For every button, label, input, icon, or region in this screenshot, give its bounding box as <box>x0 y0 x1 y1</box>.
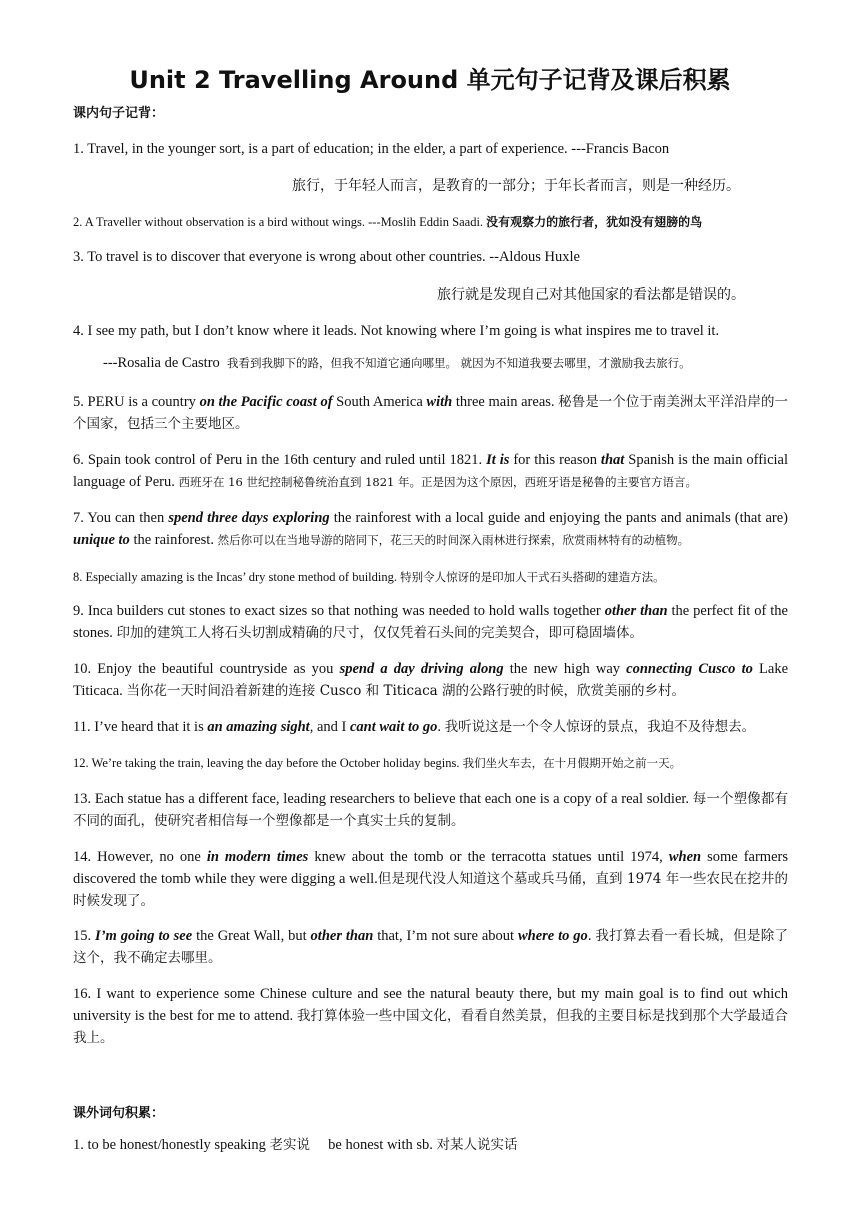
sentence-12: 12. We’re taking the train, leaving the day before the October holiday begins. 我们坐火车去，在十月假期开始之前一天。 <box>73 756 682 770</box>
sentence-8: 8. Especially amazing is the Incas’ dry stone method of building. 特别令人惊讶的是印加人干式石头搭砌的建造方法。 <box>73 570 665 584</box>
sentence-3-translation: 旅行就是发现自己对其他国家的看法都是错误的。 <box>437 287 745 303</box>
sentence-5: 5. PERU is a country on the Pacific coast of South America with three main areas. 秘鲁是一个位于南美洲太平洋沿岸的一个国家，包括三个主要地区。 <box>73 394 788 432</box>
sentence-11: 11. I’ve heard that it is an amazing sight, and I cant wait to go. 我听说这是一个令人惊讶的景点，我迫不及待想去。 <box>73 719 756 735</box>
sentence-4-author: ---Rosalia de Castro 我看到我脚下的路，但我不知道它通向哪里。 就因为不知道我要去哪里，才激励我去旅行。 <box>103 355 691 371</box>
section-heading-extra: 课外词句积累： <box>73 1106 165 1121</box>
sentence-1-translation: 旅行，于年轻人而言，是教育的一部分；于年长者而言，则是一种经历。 <box>292 178 740 194</box>
extra-item-1: 1. to be honest/honestly speaking 老实说 be honest with sb. 对某人说实话 <box>73 1137 518 1153</box>
sentence-16: 16. I want to experience some Chinese culture and see the natural beauty there, but my main goal is to find out which university is the best for me to attend. 我打算体验一些中国文化，看看自然美景，但我的主要目标是找到那个大学最适合我上。 <box>73 986 788 1046</box>
sentence-4: 4. I see my path, but I don’t know where it leads. Not knowing where I’m going is what inspires me to travel it. <box>73 323 720 339</box>
sentence-2: 2. A Traveller without observation is a bird without wings. ---Moslih Eddin Saadi. 没有观察力的旅行者，犹如没有翅膀的鸟 <box>73 215 703 229</box>
sentence-6: 6. Spain took control of Peru in the 16th century and ruled until 1821. It is for this reason that Spanish is the main official language of Peru. 西班牙在 16 世纪控制秘鲁统治直到 1821 年。正是因为这个原因，西班牙语是秘鲁的主要官方语言。 <box>73 452 789 490</box>
sentence-14: 14. However, no one in modern times knew about the tomb or the terracotta statues until 1974, when some farmers discovered the tomb while they were digging a well.但是现代没人知道这个墓或兵马俑，直到 1974 年一些农民在挖井的时候发现了。 <box>73 849 788 909</box>
sentence-7: 7. You can then spend three days exploring the rainforest with a local guide and enjoying the pants and animals (that are) unique to the rainforest. 然后你可以在当地导游的陪同下，花三天的时间深入雨林进行探索，欣赏雨林特有的动植物。 <box>73 510 789 548</box>
sentence-3: 3. To travel is to discover that everyone is wrong about other countries. --Aldous Huxle <box>73 249 580 265</box>
sentence-9: 9. Inca builders cut stones to exact sizes so that nothing was needed to hold walls together other than the perfect fit of the stones. 印加的建筑工人将石头切割成精确的尺寸，仅仅凭着石头间的完美契合，即可稳固墙体。 <box>73 603 788 641</box>
sentence-15: 15. I’m going to see the Great Wall, but other than that, I’m not sure about where to go. 我打算去看一看长城，但是除了这个，我不确定去哪里。 <box>73 928 789 966</box>
section-heading-in-class: 课内句子记背： <box>73 106 165 121</box>
page-title: Unit 2 Travelling Around 单元句子记背及课后积累 <box>129 66 731 94</box>
sentence-13: 13. Each statue has a different face, leading researchers to believe that each one is a copy of a real soldier. 每一个塑像都有不同的面孔，使研究者相信每一个塑像都是一个真实士兵的复制。 <box>73 791 789 829</box>
sentence-10: 10. Enjoy the beautiful countryside as you spend a day driving along the new high way connecting Cusco to Lake Titicaca. 当你花一天时间沿着新建的连接 Cusco 和 Titicaca 湖的公路行驶的时候，欣赏美丽的乡村。 <box>73 661 789 699</box>
sentence-1: 1. Travel, in the younger sort, is a part of education; in the elder, a part of experience. ---Francis Bacon <box>73 141 670 157</box>
